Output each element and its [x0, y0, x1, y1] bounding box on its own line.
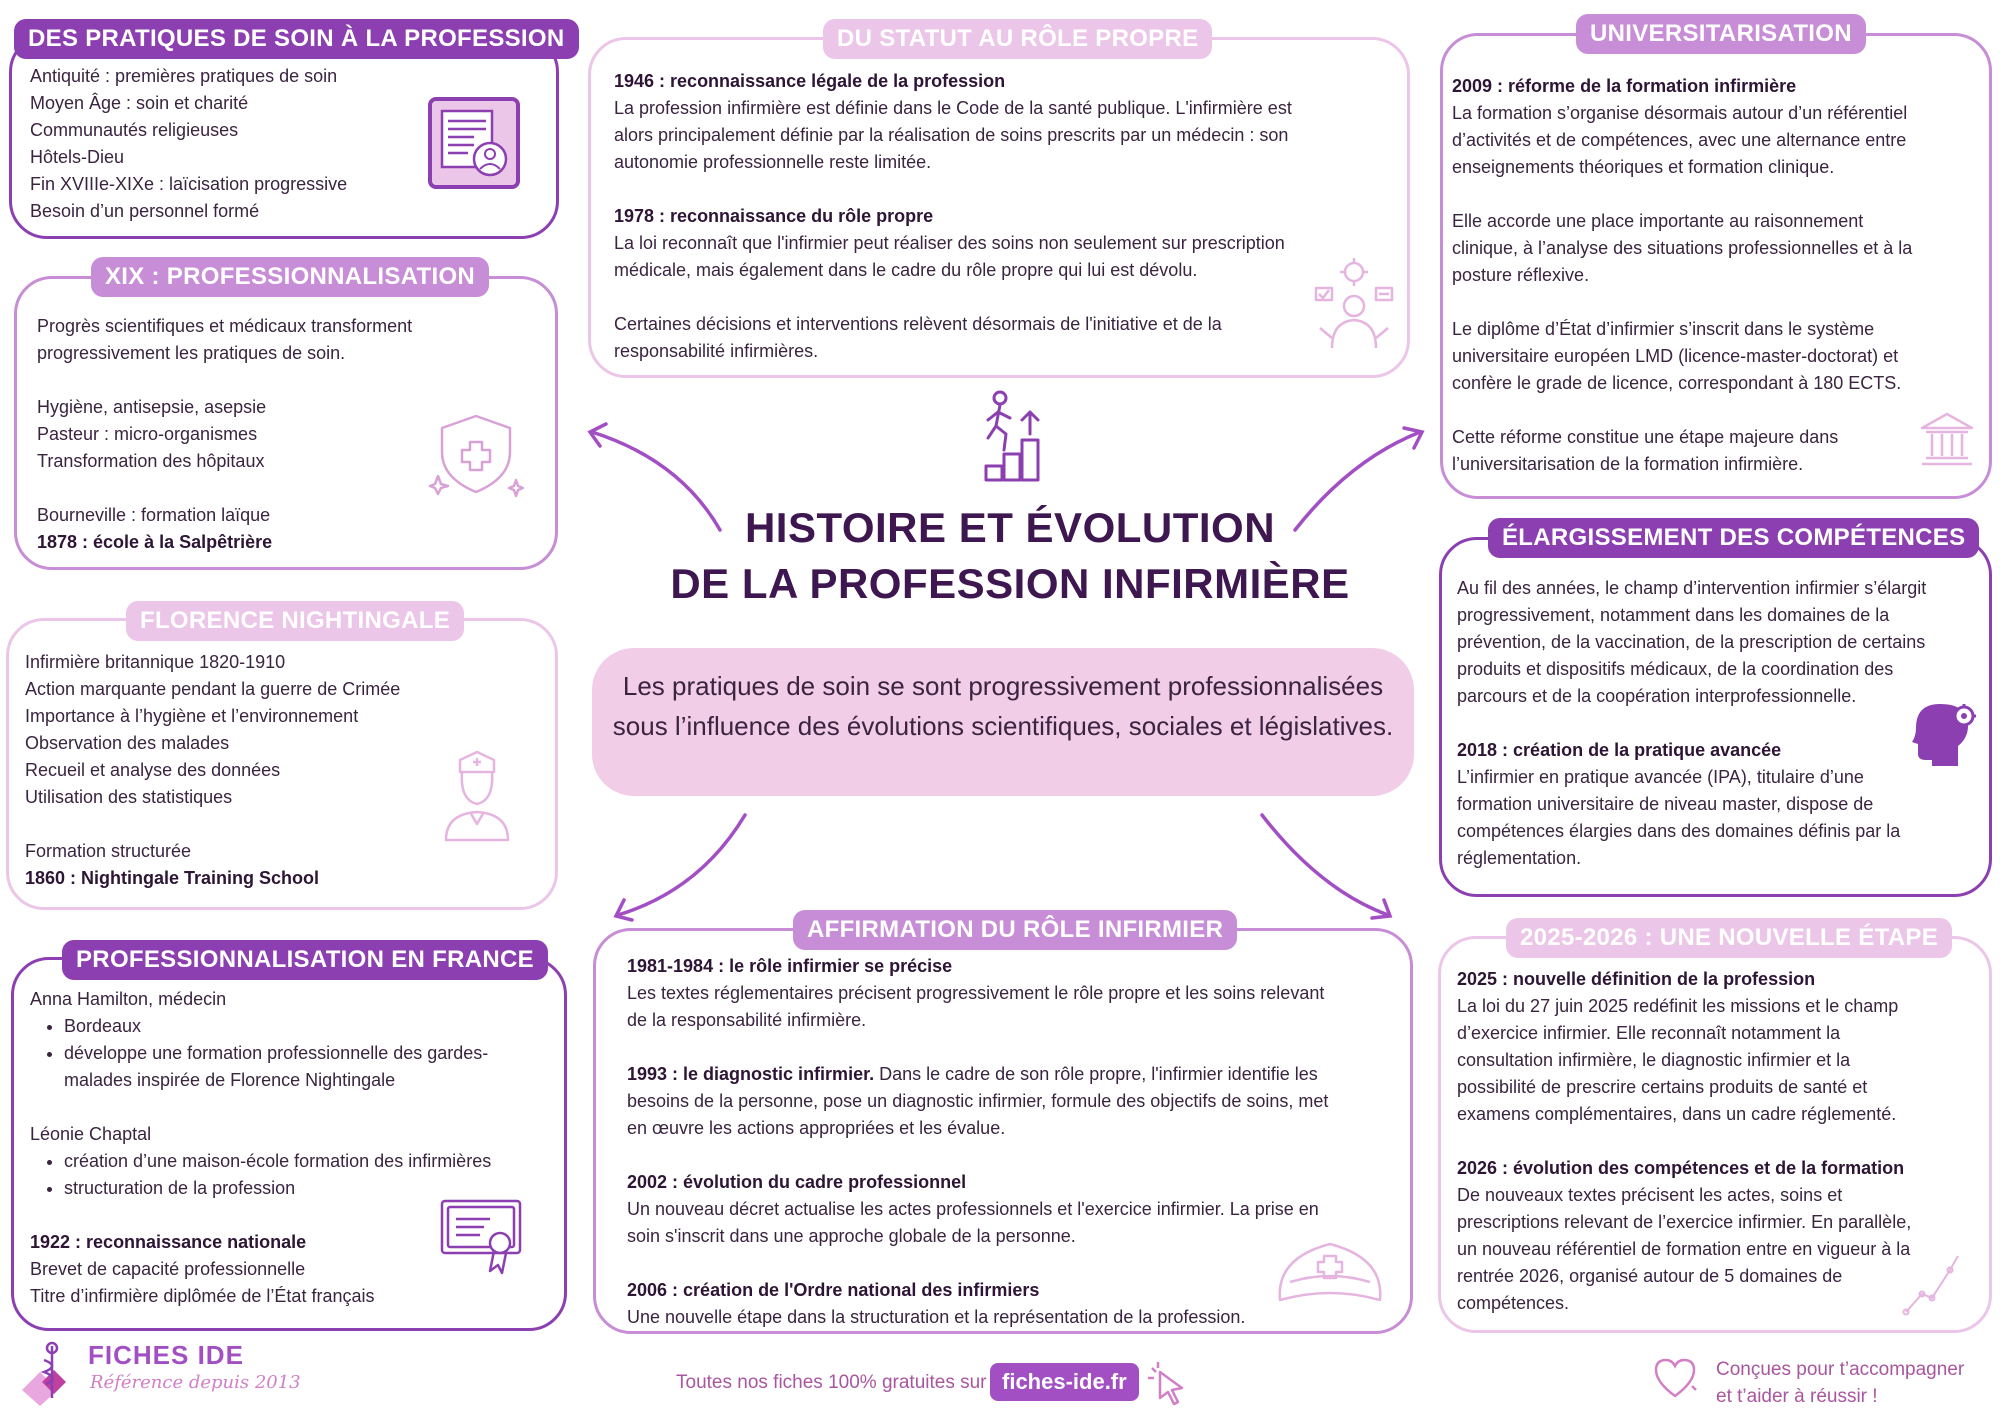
text-line: Certaines décisions et interventions relèvent désormais de l'initiative et de la: [614, 314, 1222, 334]
fiches-ide-logo-icon: [18, 1340, 82, 1406]
text-line: confère le grade de licence, correspondant à 180 ECTS.: [1452, 373, 1902, 393]
list-item: Infirmière britannique 1820-1910: [25, 652, 286, 672]
text-line: alors principalement définie par la réalisation de soins prescrits par un médecin : son: [614, 125, 1289, 145]
text-line: La loi du 27 juin 2025 redéfinit les missions et le champ: [1457, 996, 1899, 1016]
bold-date: 2006 : création de l'Ordre national des infirmiers: [627, 1280, 1040, 1300]
nurse-document-icon: [428, 97, 520, 189]
medical-shield-icon: [428, 412, 524, 500]
site-link[interactable]: fiches-ide.fr: [990, 1363, 1139, 1401]
text-line: compétences.: [1457, 1293, 1570, 1313]
text-line: Cette réforme constitue une étape majeure dans: [1452, 427, 1839, 447]
text-line: rentrée 2026, organisé autour de 5 domaines de: [1457, 1266, 1843, 1286]
decision-person-icon: [1314, 258, 1394, 350]
text-line: Le diplôme d’État d’infirmier s’inscrit dans le système: [1452, 319, 1875, 339]
bold-date: 2025 : nouvelle définition de la profession: [1457, 969, 1816, 989]
list-item: Observation des malades: [25, 733, 230, 753]
list-item: • développe une formation professionnelle des gardes-malades inspirée de Florence Nightingale: [64, 1040, 534, 1094]
text-line: Progrès scientifiques et médicaux transforment: [37, 316, 413, 336]
arrow-top-left: [592, 432, 720, 530]
text-line: Pasteur : micro-organismes: [37, 424, 258, 444]
person-name: Anna Hamilton, médecin: [30, 989, 227, 1009]
text-line: Dans le cadre de son rôle propre, l'infirmier identifie les: [874, 1064, 1318, 1084]
text-line: Au fil des années, le champ d’intervention infirmier s’élargit: [1457, 578, 1927, 598]
section-xix-heading: XIX : PROFESSIONNALISATION: [91, 257, 489, 297]
section-affirmation-text: [627, 953, 1328, 1331]
text-line: prévention, de la vaccination, de la prescription de certains: [1457, 632, 1926, 652]
bold-date: 2002 : évolution du cadre professionnel: [627, 1172, 967, 1192]
text-line: Bourneville : formation laïque: [37, 505, 271, 525]
title-line-2: DE LA PROFESSION INFIRMIÈRE: [670, 560, 1350, 607]
text-line: formation universitaire de niveau master, dispose de: [1457, 794, 1874, 814]
text-line: L’infirmier en pratique avancée (IPA), titulaire d’une: [1457, 767, 1864, 787]
bold-date: 2018 : création de la pratique avancée: [1457, 740, 1782, 760]
text-line: produits et dispositifs médicaux, de la coordination des: [1457, 659, 1894, 679]
list-item: • structuration de la profession: [64, 1175, 534, 1202]
text-line: de la responsabilité infirmière.: [627, 1010, 867, 1030]
text-line: enseignements théoriques et formation clinique.: [1452, 157, 1835, 177]
list-item: Titre d’infirmière diplômée de l’État français: [30, 1286, 375, 1306]
bold-date: 1922 : reconnaissance nationale: [30, 1232, 307, 1252]
list-item: Formation structurée: [25, 841, 192, 861]
text-line: compétences élargies dans des domaines définis par la: [1457, 821, 1901, 841]
text-line: Un nouveau décret actualise les actes professionnels et l'exercice infirmier. La prise en: [627, 1199, 1319, 1219]
footer-right-line: et t’aider à réussir !: [1716, 1386, 1878, 1407]
section-soin-heading: DES PRATIQUES DE SOIN À LA PROFESSION: [14, 19, 579, 59]
list-item: • Bordeaux: [64, 1013, 534, 1040]
text-line: Une nouvelle étape dans la structuration et la représentation de la profession.: [627, 1307, 1246, 1327]
person-name: Léonie Chaptal: [30, 1124, 152, 1144]
bold-date: 1993 : le diagnostic infirmier.: [627, 1064, 875, 1084]
text-line: en œuvre les actions appropriées et les évalue.: [627, 1118, 1006, 1138]
list-item: Antiquité : premières pratiques de soin: [30, 66, 338, 86]
bold-date: 2009 : réforme de la formation infirmière: [1452, 76, 1797, 96]
list-item: Communautés religieuses: [30, 120, 239, 140]
footer-center-text: Toutes nos fiches 100% gratuites sur: [676, 1372, 987, 1393]
section-florence-heading: FLORENCE NIGHTINGALE: [126, 601, 464, 641]
section-statut-text: [614, 68, 1292, 365]
summary-bubble: Les pratiques de soin se sont progressivement professionnalisées sous l’influence des évolutions scientifiques, sociales et législatives.: [592, 648, 1414, 796]
arrow-bottom-right: [1262, 815, 1388, 915]
list-item: Brevet de capacité professionnelle: [30, 1259, 306, 1279]
section-competences-text: [1457, 575, 1926, 872]
title-line-1: HISTOIRE ET ÉVOLUTION: [744, 504, 1276, 551]
text-line: examens complémentaires, dans un cadre réglementé.: [1457, 1104, 1897, 1124]
text-line: posture réflexive.: [1452, 265, 1590, 285]
bold-date: 1978 : reconnaissance du rôle propre: [614, 206, 934, 226]
section-univ-heading: UNIVERSITARISATION: [1576, 14, 1866, 54]
text-line: consultation infirmière, le diagnostic infirmier et la: [1457, 1050, 1851, 1070]
section-statut-heading: DU STATUT AU RÔLE PROPRE: [823, 19, 1212, 59]
section-nouvelle-text: [1457, 966, 1911, 1317]
text-line: prescriptions relevant de l’exercice infirmier. En parallèle,: [1457, 1212, 1912, 1232]
text-line: besoins de la personne, pose un diagnostic infirmier, formule des objectifs de soins, met: [627, 1091, 1329, 1111]
brand-name: FICHES IDE: [88, 1340, 244, 1370]
text-line: Transformation des hôpitaux: [37, 451, 265, 471]
section-france-text: [30, 986, 534, 1310]
text-line: d’activités et de compétences, avec une alternance entre: [1452, 130, 1907, 150]
text-line: réglementation.: [1457, 848, 1582, 868]
text-line: Hygiène, antisepsie, asepsie: [37, 397, 267, 417]
list-item: Moyen Âge : soin et charité: [30, 93, 249, 113]
section-xix-text: [37, 313, 412, 556]
cursor-click-icon: [1146, 1360, 1188, 1406]
text-line: De nouveaux textes précisent les actes, soins et: [1457, 1185, 1843, 1205]
list-item: Action marquante pendant la guerre de Crimée: [25, 679, 401, 699]
section-univ-text: [1452, 73, 1912, 478]
text-line: La formation s’organise désormais autour d’un référentiel: [1452, 103, 1908, 123]
heart-icon: [1652, 1356, 1698, 1402]
list-item: Hôtels-Dieu: [30, 147, 125, 167]
text-line: médicale, mais également dans le cadre du rôle propre qui lui est dévolu.: [614, 260, 1198, 280]
list-item: Utilisation des statistiques: [25, 787, 233, 807]
text-line: progressivement, notamment dans les domaines de la: [1457, 605, 1890, 625]
arrow-top-right: [1295, 432, 1420, 530]
bold-date: 1860 : Nightingale Training School: [25, 868, 320, 888]
list-item: • création d’une maison-école formation des infirmières: [64, 1148, 534, 1175]
section-florence-text: [25, 649, 400, 892]
text-line: parcours et de la coopération interprofessionnelle.: [1457, 686, 1857, 706]
section-nouvelle-heading: 2025-2026 : UNE NOUVELLE ÉTAPE: [1506, 918, 1952, 958]
list-item: Fin XVIIIe-XIXe : laïcisation progressive: [30, 174, 348, 194]
text-line: possibilité de prescrire certains produits de santé et: [1457, 1077, 1868, 1097]
text-line: autonomie professionnelle reste limitée.: [614, 152, 932, 172]
text-line: responsabilité infirmières.: [614, 341, 819, 361]
nurse-icon: [440, 750, 514, 842]
text-line: Les textes réglementaires précisent progressivement le rôle propre et les soins relevant: [627, 983, 1325, 1003]
text-line: soin s'inscrit dans une approche globale de la personne.: [627, 1226, 1076, 1246]
list-item: Importance à l’hygiène et l’environnement: [25, 706, 359, 726]
brand-tagline: Référence depuis 2013: [90, 1372, 301, 1393]
footer-right-line: Conçues pour t’accompagner: [1716, 1359, 1965, 1380]
text-line: La profession infirmière est définie dans le Code de la santé publique. L'infirmière est: [614, 98, 1292, 118]
text-line: clinique, à l’analyse des situations professionnelles et à la: [1452, 238, 1913, 258]
text-line: universitaire européen LMD (licence-master-doctorat) et: [1452, 346, 1899, 366]
text-line: d’exercice infirmier. Elle reconnaît notamment la: [1457, 1023, 1841, 1043]
section-competences-heading: ÉLARGISSEMENT DES COMPÉTENCES: [1488, 518, 1979, 558]
bold-date: 1946 : reconnaissance légale de la profession: [614, 71, 1006, 91]
text-line: La loi reconnaît que l'infirmier peut réaliser des soins non seulement sur prescription: [614, 233, 1285, 253]
text-line: l’universitarisation de la formation infirmière.: [1452, 454, 1804, 474]
list-item: Besoin d’un personnel formé: [30, 201, 260, 221]
text-line: Elle accorde une place importante au raisonnement: [1452, 211, 1864, 231]
text-line: un nouveau référentiel de formation entre en vigueur à la: [1457, 1239, 1911, 1259]
arrow-bottom-left: [618, 815, 745, 915]
text-line: progressivement les pratiques de soin.: [37, 343, 346, 363]
list-item: Recueil et analyse des données: [25, 760, 281, 780]
bold-date: 1878 : école à la Salpêtrière: [37, 532, 273, 552]
bold-date: 2026 : évolution des compétences et de la formation: [1457, 1158, 1905, 1178]
section-soin-text: [30, 63, 347, 225]
section-affirmation-heading: AFFIRMATION DU RÔLE INFIRMIER: [793, 910, 1237, 950]
university-icon: [1918, 410, 1976, 468]
bold-date: 1981-1984 : le rôle infirmier se précise: [627, 956, 953, 976]
section-france-heading: PROFESSIONNALISATION EN FRANCE: [62, 940, 548, 980]
